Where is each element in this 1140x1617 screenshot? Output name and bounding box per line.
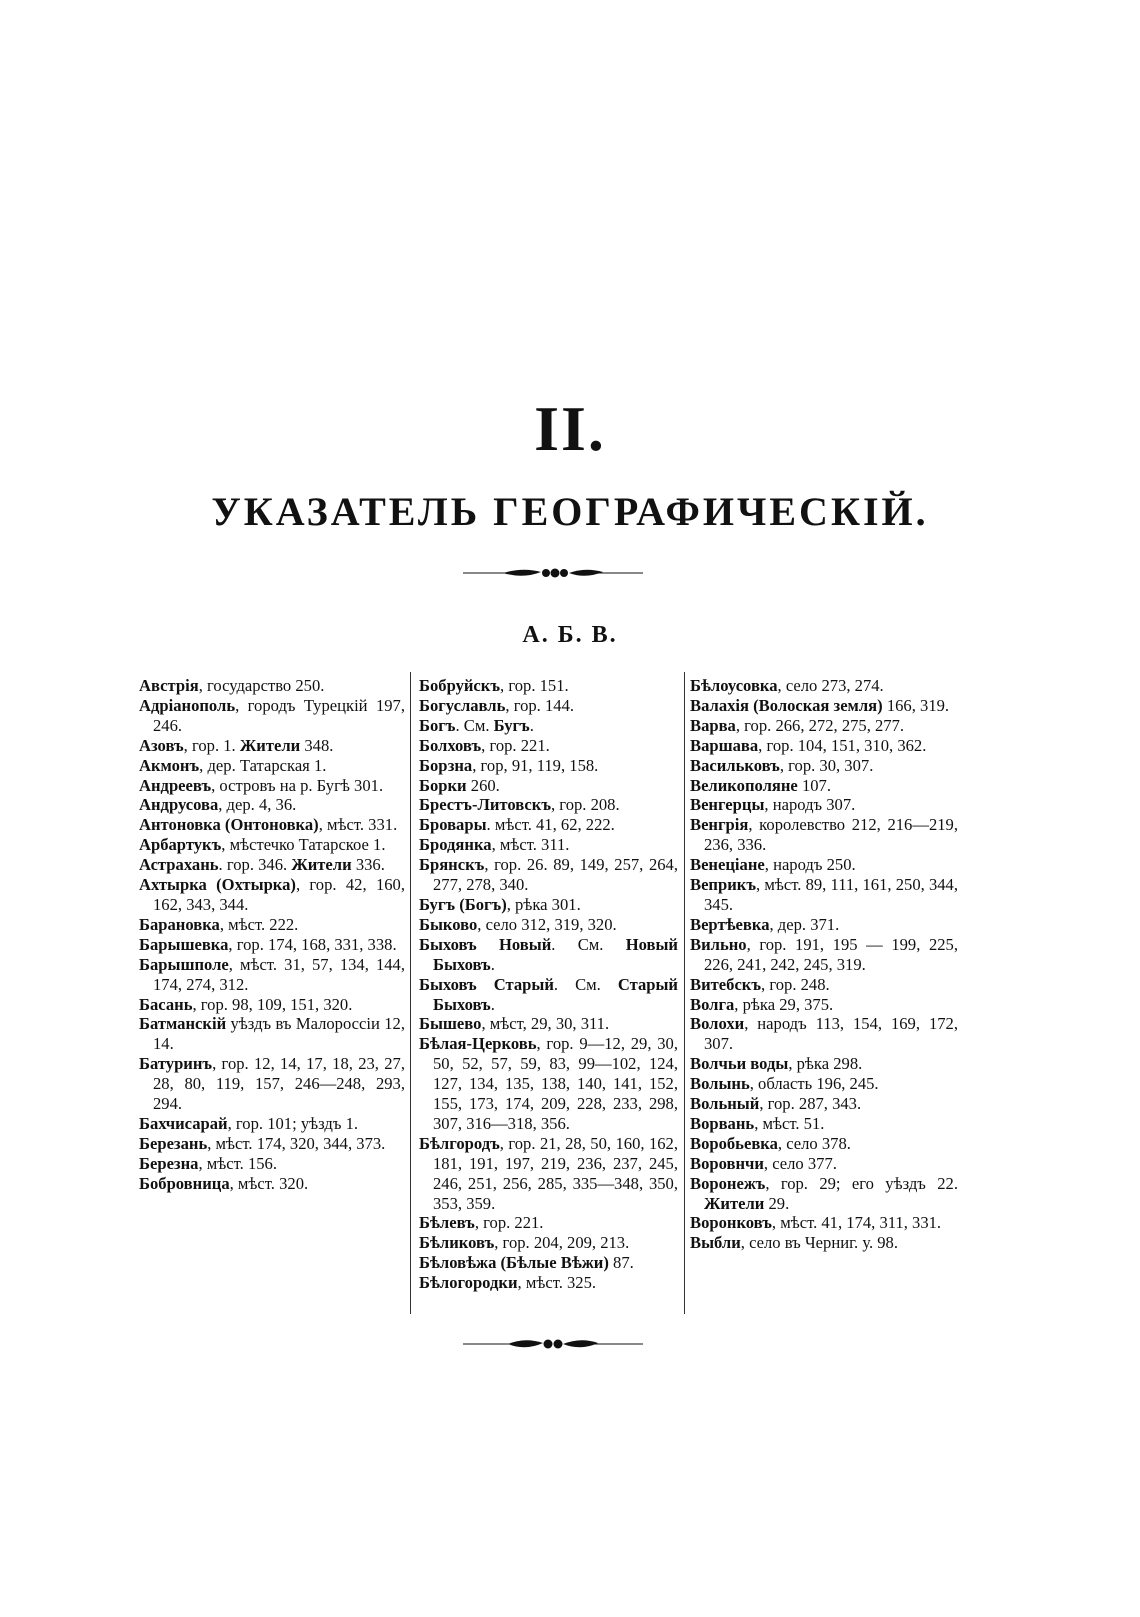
entry-text: , село 377. [763, 1153, 837, 1173]
column-rule [684, 672, 685, 1314]
entry-name: Бѣлгородъ [419, 1133, 500, 1153]
entry-name: Венгрія [690, 815, 749, 835]
entry-text: . гор. 346. [218, 855, 292, 875]
index-entry [419, 676, 678, 696]
entry-text: , гор. 174, 168, 331, 338. [228, 934, 397, 954]
index-entry [139, 676, 405, 696]
index-entry [419, 815, 678, 835]
entry-text: , мѣст. 51. [754, 1113, 825, 1133]
index-entry [139, 1174, 405, 1194]
entry-text: , мѣст, 29, 30, 311. [481, 1014, 610, 1034]
entry-name: Австрія [139, 676, 199, 695]
entry-text: , рѣка 29, 375. [734, 994, 834, 1014]
entry-name: Бѣлая-Церковь [419, 1034, 537, 1054]
entry-text: , гор. 191, 195 — 199, 225, 226, 241, 242, 245, 319. [704, 934, 958, 974]
entry-text: , народъ 113, 154, 169, 172, 307. [704, 1014, 958, 1054]
entry-text: , гор. 151. [500, 676, 569, 695]
entry-text: , гор. 208. [551, 795, 620, 815]
index-entry [139, 756, 405, 776]
entry-name: Ворвань [690, 1113, 755, 1133]
index-entry [419, 756, 678, 776]
index-entry [419, 1213, 678, 1233]
index-column-1 [139, 676, 405, 1194]
index-entry [690, 995, 958, 1015]
entry-text: , гор. 9—12, 29, 30, 50, 52, 57, 59, 83, 99—102, 124, 127, 134, 135, 138, 140, 141, 152, 155, 173, 174, 209, 228, 233, 298, 307, 316—318, 356. [433, 1034, 678, 1133]
entry-text: , гор. 266, 272, 275, 277. [735, 715, 905, 735]
index-entry [139, 1054, 405, 1114]
entry-text: , дер. Татарская 1. [199, 755, 327, 775]
entry-name: Басань [139, 994, 193, 1014]
entry-name: Варшава [690, 735, 759, 755]
entry-name: Жители [239, 735, 301, 755]
entry-name: Валахія (Волоская земля) [690, 695, 883, 715]
index-entry [139, 835, 405, 855]
index-entry [690, 696, 958, 716]
entry-text: 260. [466, 775, 500, 795]
entry-text: , гор. 221. [474, 1213, 544, 1233]
index-column-3 [690, 676, 958, 1253]
index-entry [419, 975, 678, 1015]
index-entry [690, 1074, 958, 1094]
index-entry [690, 915, 958, 935]
entry-name: Батманскій [139, 1014, 227, 1034]
entry-name: Бѣликовъ [419, 1233, 495, 1253]
entry-name: Венгерцы [690, 795, 765, 815]
entry-name: Борки [419, 775, 467, 795]
entry-text: , гор. 12, 14, 17, 18, 23, 27, 28, 80, 119, 157, 246—248, 293, 294. [153, 1054, 405, 1114]
entry-name: Быховъ Новый [419, 934, 552, 954]
index-entry [139, 795, 405, 815]
entry-name: Березань [139, 1133, 208, 1153]
entry-name: Бахчисарай [139, 1113, 228, 1133]
entry-name: Бобруйскъ [419, 676, 501, 695]
entry-name: Быково [419, 914, 478, 934]
index-entry [419, 696, 678, 716]
index-entry [690, 855, 958, 875]
entry-name: Антоновка (Онтоновка) [139, 815, 319, 835]
index-entry [690, 1233, 958, 1253]
entry-text: , гор. 21, 28, 50, 160, 162, 181, 191, 197, 219, 236, 237, 245, 246, 251, 256, 285, 335—348, 350, 353, 359. [433, 1133, 678, 1213]
entry-name: Арбартукъ [139, 835, 222, 855]
entry-name: Волга [690, 994, 735, 1014]
entry-text: , дер. 4, 36. [218, 795, 297, 815]
ornament-divider-icon [463, 563, 643, 583]
index-entry [690, 736, 958, 756]
entry-text: , мѣст. 325. [517, 1273, 597, 1293]
entry-name: Астрахань [139, 855, 219, 875]
entry-name: Бѣлоусовка [690, 676, 778, 695]
entry-name: Борзна [419, 755, 473, 775]
index-entry [419, 1273, 678, 1293]
entry-text: , мѣст. 31, 57, 134, 144, 174, 274, 312. [153, 954, 405, 994]
index-entry [139, 1154, 405, 1174]
index-entry [419, 776, 678, 796]
index-entry [690, 975, 958, 995]
entry-text: , гор. 26. 89, 149, 257, 264, 277, 278, 340. [433, 855, 678, 895]
entry-name: Бѣлогородки [419, 1273, 518, 1293]
index-entry [139, 995, 405, 1015]
index-entry [139, 1134, 405, 1154]
entry-text: , гор. 204, 209, 213. [494, 1233, 630, 1253]
index-entry [690, 676, 958, 696]
ornament-divider-icon [463, 1334, 643, 1354]
entry-text: , гор. 221. [481, 735, 550, 755]
index-entry [419, 1034, 678, 1134]
entry-name: Воробьевка [690, 1133, 778, 1153]
entry-name: Барышевка [139, 934, 229, 954]
index-entry [690, 1114, 958, 1134]
entry-text: . [490, 994, 495, 1014]
entry-name: Волынь [690, 1074, 750, 1094]
entry-text: , гор. 101; уѣздъ 1. [227, 1113, 359, 1133]
entry-name: Вильно [690, 934, 747, 954]
entry-text: , село 312, 319, 320. [477, 914, 617, 934]
entry-name: Батуринъ [139, 1054, 213, 1074]
entry-name: Ахтырка (Охтырка) [139, 875, 296, 895]
index-entry [690, 935, 958, 975]
entry-name: Брянскъ [419, 855, 485, 875]
entry-text: . [529, 715, 534, 735]
index-entry [690, 756, 958, 776]
entry-text: , рѣка 298. [788, 1054, 863, 1074]
entry-name: Веприкъ [690, 875, 757, 895]
index-entry [690, 1213, 958, 1233]
entry-name: Воровнчи [690, 1153, 764, 1173]
entry-name: Березна [139, 1153, 199, 1173]
index-entry [139, 955, 405, 995]
entry-text: , село въ Черниг. у. 98. [740, 1233, 898, 1253]
entry-text: 336. [351, 855, 385, 875]
entry-name: Бугъ (Богъ) [419, 894, 507, 914]
entry-text: . См. [551, 934, 626, 954]
entry-text: , мѣст. 89, 111, 161, 250, 344, 345. [704, 875, 958, 914]
entry-name: Андреевъ [139, 775, 212, 795]
entry-name: Волохи [690, 1014, 745, 1034]
entry-name: Богуславль [419, 695, 506, 715]
entry-text: , рѣка 301. [506, 894, 581, 914]
entry-name: Жители [291, 855, 352, 875]
entry-name: Васильковъ [690, 755, 780, 775]
index-entry [690, 1154, 958, 1174]
entry-text: , гор. 98, 109, 151, 320. [192, 994, 353, 1014]
index-entry [690, 1014, 958, 1054]
index-entry [690, 875, 958, 915]
index-entry [419, 835, 678, 855]
entry-text: , мѣст. 156. [198, 1153, 277, 1173]
index-entry [690, 795, 958, 815]
index-entry [139, 1014, 405, 1054]
entry-text: , гор. 30, 307. [779, 755, 874, 775]
entry-text: , гор. 144. [505, 695, 575, 715]
entry-text: , гор. 29; его уѣздъ 22. [765, 1173, 958, 1193]
entry-text: , государство 250. [198, 676, 325, 695]
index-entry [139, 1114, 405, 1134]
entry-name: Брестъ-Литовскъ [419, 795, 551, 815]
entry-text: , мѣстечко Татарское 1. [221, 835, 386, 855]
entry-text: . [490, 954, 495, 974]
letters-heading: А. Б. В. [522, 622, 618, 648]
entry-name: Барышполе [139, 954, 229, 974]
index-entry [419, 895, 678, 915]
index-entry [139, 776, 405, 796]
entry-text: , королевство 212, 216—219, 236, 336. [704, 815, 958, 855]
entry-text: , мѣст. 222. [219, 914, 299, 934]
index-entry [139, 815, 405, 835]
entry-text: , гор, 91, 119, 158. [472, 755, 599, 775]
entry-text: уѣздъ въ Малороссіи 12, 14. [153, 1014, 405, 1054]
entry-text: , народъ 307. [764, 795, 856, 815]
entry-text: , село 273, 274. [777, 676, 884, 695]
entry-text: , гор. 104, 151, 310, 362. [758, 735, 927, 755]
entry-text: , дер. 371. [769, 914, 840, 934]
index-entry [690, 1094, 958, 1114]
entry-name: Быховъ Старый [419, 974, 554, 994]
index-entry [690, 716, 958, 736]
entry-name: Бѣловѣжа (Бѣлые Вѣжи) [419, 1253, 609, 1273]
entry-name: Новый Быховъ [433, 934, 678, 974]
entry-text: . См. [553, 974, 618, 994]
entry-text: 29. [764, 1193, 790, 1213]
column-rule [410, 672, 411, 1314]
index-entry [139, 875, 405, 915]
entry-name: Богъ [419, 715, 456, 735]
entry-name: Бобровница [139, 1173, 230, 1193]
entry-text: , гор. 1. [183, 735, 240, 755]
entry-text: . мѣст. 41, 62, 222. [486, 815, 615, 835]
entry-text: , мѣст. 331. [318, 815, 398, 835]
entry-name: Бровары [419, 815, 487, 835]
entry-text: , область 196, 245. [749, 1074, 879, 1094]
index-entry [419, 935, 678, 975]
page-title: УКАЗАТЕЛЬ ГЕОГРАФИЧЕСКІЙ. [211, 489, 929, 534]
entry-text: , мѣст. 41, 174, 311, 331. [771, 1213, 942, 1233]
entry-name: Жители [704, 1193, 765, 1213]
entry-text: . См. [455, 715, 494, 735]
index-entry [419, 1233, 678, 1253]
entry-name: Воронковъ [690, 1213, 772, 1233]
index-entry [419, 795, 678, 815]
index-entry [419, 716, 678, 736]
entry-name: Варва [690, 715, 736, 735]
entry-text: , мѣст. 174, 320, 344, 373. [207, 1133, 386, 1153]
entry-text: , мѣст. 311. [491, 835, 570, 855]
index-entry [419, 1014, 678, 1034]
entry-text: , мѣст. 320. [229, 1173, 309, 1193]
entry-text: , гор. 287, 343. [759, 1094, 862, 1114]
entry-name: Старый Быховъ [433, 974, 678, 1014]
entry-name: Витебскъ [690, 974, 762, 994]
entry-name: Болховъ [419, 735, 482, 755]
entry-text: , гор. 248. [761, 974, 830, 994]
entry-name: Барановка [139, 914, 220, 934]
entry-text: , село 378. [777, 1133, 851, 1153]
index-entry [690, 1174, 958, 1214]
index-entry [419, 915, 678, 935]
entry-name: Бѣлевъ [419, 1213, 475, 1233]
entry-name: Венеціане [690, 855, 765, 875]
index-entry [419, 736, 678, 756]
entry-name: Бугъ [493, 715, 530, 735]
index-entry [690, 1134, 958, 1154]
index-entry [139, 915, 405, 935]
entry-name: Воронежъ [690, 1173, 766, 1193]
index-entry [419, 855, 678, 895]
entry-name: Выбли [690, 1233, 741, 1253]
index-column-2 [419, 676, 678, 1293]
entry-text: , гор. 42, 160, 162, 343, 344. [153, 875, 405, 914]
entry-name: Акмонъ [139, 755, 200, 775]
entry-text: 166, 319. [882, 695, 950, 715]
entry-name: Вольный [690, 1094, 760, 1114]
index-entry [690, 1054, 958, 1074]
index-entry [690, 776, 958, 796]
entry-text: 87. [608, 1253, 634, 1273]
index-entry [139, 736, 405, 756]
index-entry [419, 1134, 678, 1214]
section-number: II. [534, 393, 606, 464]
entry-text: , островъ на р. Бугѣ 301. [211, 775, 384, 795]
entry-name: Адріанополь [139, 695, 236, 715]
entry-name: Андрусова [139, 795, 219, 815]
entry-name: Волчьи воды [690, 1054, 789, 1074]
index-entry [139, 855, 405, 875]
entry-text: 348. [300, 735, 334, 755]
entry-text: 107. [797, 775, 831, 795]
index-entry [690, 815, 958, 855]
index-entry [139, 696, 405, 736]
entry-text: , городъ Турецкій 197, 246. [153, 695, 405, 735]
index-entry [139, 935, 405, 955]
entry-name: Вертѣевка [690, 914, 770, 934]
entry-text: , народъ 250. [764, 855, 856, 875]
entry-name: Бышево [419, 1014, 482, 1034]
entry-name: Великополяне [690, 775, 798, 795]
entry-name: Азовъ [139, 735, 184, 755]
index-entry [419, 1253, 678, 1273]
entry-name: Бродянка [419, 835, 492, 855]
